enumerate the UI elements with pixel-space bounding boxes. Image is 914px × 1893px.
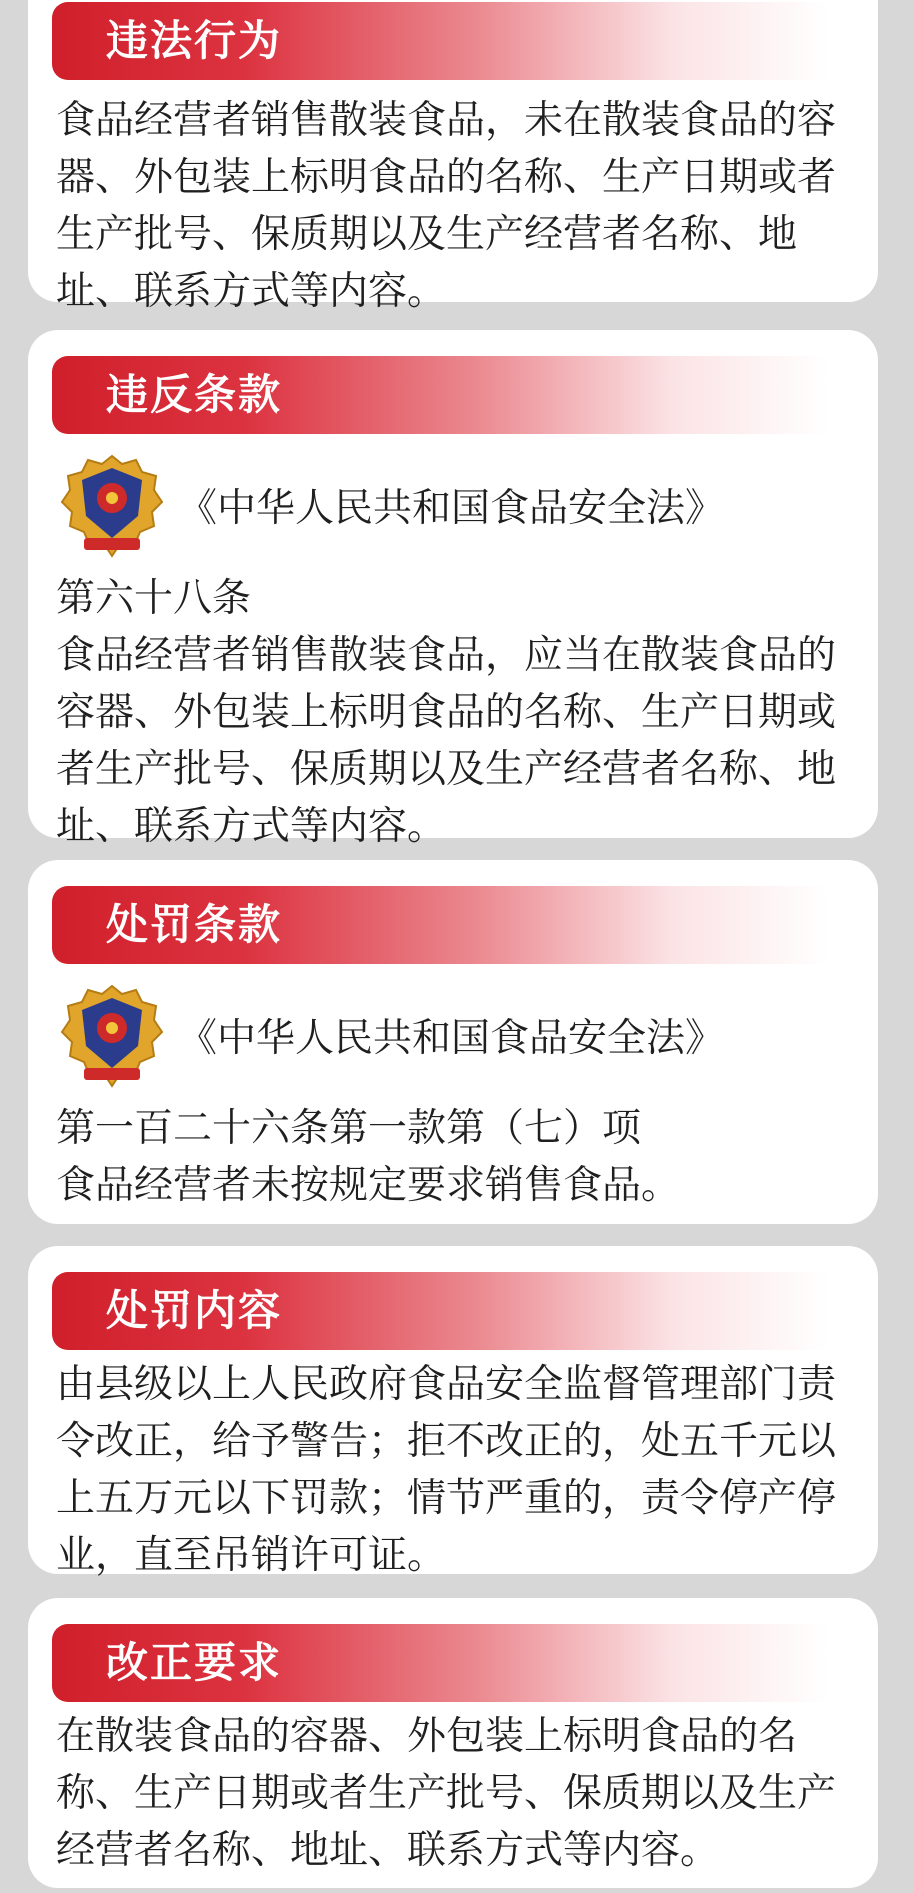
section-violated-clause-card: [28, 330, 878, 849]
section-body-text: 由县级以上人民政府食品安全监督管理部门责 令改正，给予警告；拒不改正的，处五千元以 上五万元以下罚款；情节严重的，责令停产停 业，直至吊销许可证。: [56, 1362, 837, 1578]
police-emblem-icon: [60, 984, 164, 1094]
section-heading-banner: [52, 2, 828, 80]
section-correction-card: [28, 1598, 878, 1888]
section-heading: 处罚条款: [106, 900, 283, 949]
section-penalty-content-card: [28, 1246, 878, 1578]
section-heading: 违反条款: [106, 370, 283, 419]
police-emblem-icon: [60, 454, 164, 564]
section-body-text: 食品经营者销售散装食品，未在散装食品的容 器、外包装上标明食品的名称、生产日期或者 生产批号、保质期以及生产经营者名称、地 址、联系方式等内容。: [56, 98, 837, 314]
section-heading-banner: [52, 356, 828, 434]
section-heading-banner: [52, 886, 828, 964]
law-title: 《中华人民共和国食品安全法》: [178, 486, 725, 531]
article-number: 第一百二十六条第一款第（七）项: [56, 1106, 642, 1151]
section-violation-card: [28, 0, 878, 314]
section-body-text: 食品经营者销售散装食品，应当在散装食品的 容器、外包装上标明食品的名称、生产日期或 者生产批号、保质期以及生产经营者名称、地 址、联系方式等内容。: [56, 633, 837, 849]
section-heading: 违法行为: [106, 16, 283, 65]
section-heading-banner: [52, 1624, 828, 1702]
section-heading: 改正要求: [106, 1638, 283, 1687]
article-number: 第六十八条: [56, 576, 252, 621]
section-penalty-clause-card: [28, 860, 878, 1224]
section-heading-banner: [52, 1272, 828, 1350]
law-title: 《中华人民共和国食品安全法》: [178, 1016, 725, 1061]
section-body-text: 食品经营者未按规定要求销售食品。: [56, 1163, 681, 1208]
section-heading: 处罚内容: [106, 1286, 283, 1335]
section-body-text: 在散装食品的容器、外包装上标明食品的名 称、生产日期或者生产批号、保质期以及生产 经营者名称、地址、联系方式等内容。: [56, 1714, 837, 1873]
